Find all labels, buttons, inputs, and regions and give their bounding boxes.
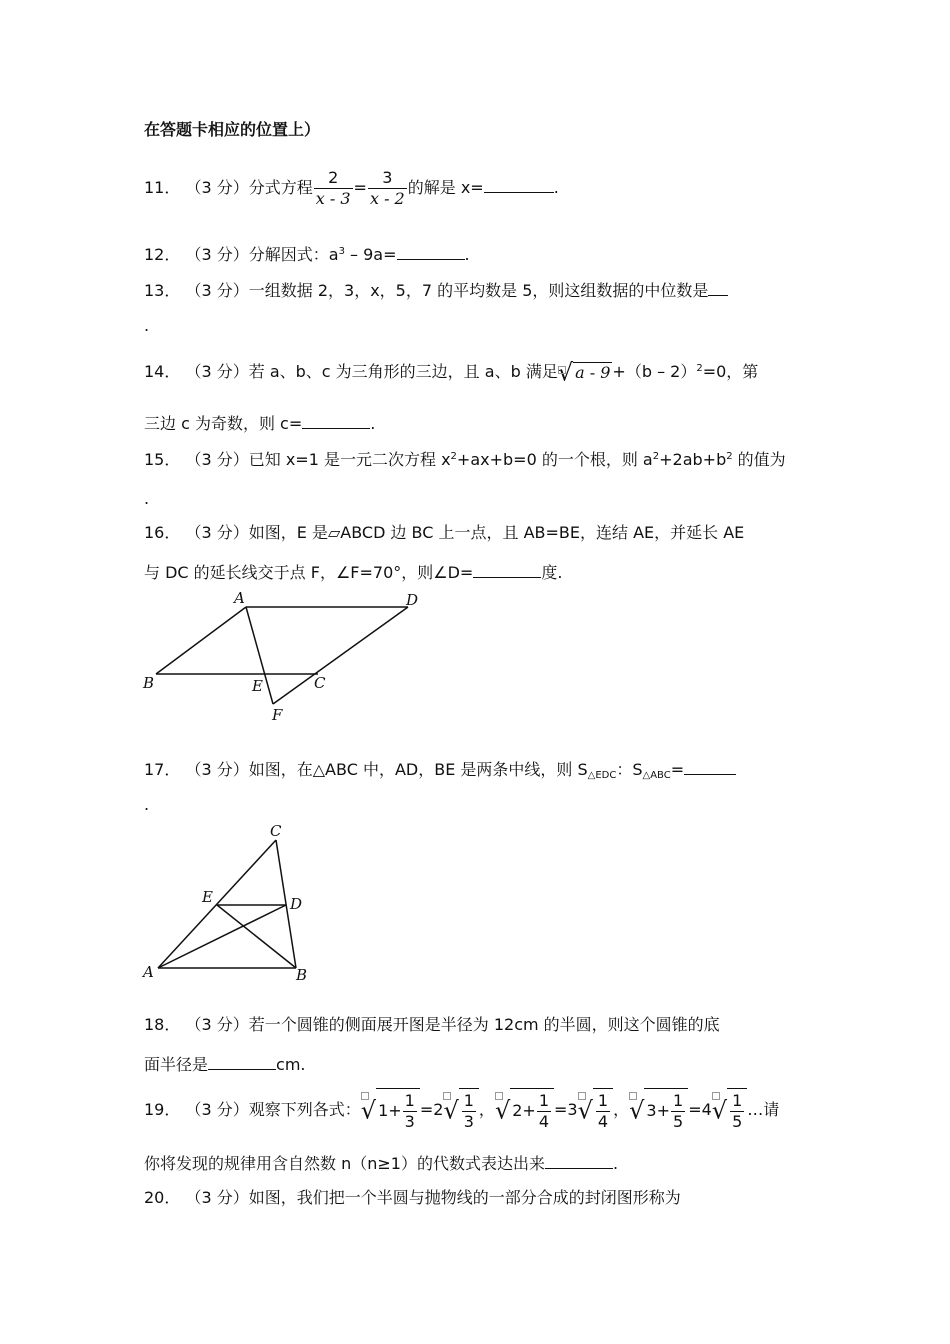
q11-text: 分式方程 [248,178,313,197]
q19-expr2-right: √ $\frac{1}{4}$ [578,1088,613,1133]
q12-answer-blank[interactable] [397,243,465,260]
label-a: A [143,963,154,981]
q19-sep2: ， [613,1100,630,1119]
q14-answer-blank[interactable] [302,412,370,429]
q11-answer-blank[interactable] [484,176,554,193]
edge-ac [158,840,276,968]
edge-df [273,607,408,704]
question-18 [144,1015,720,1035]
label-b: B [296,966,308,984]
q15-number: 15． [144,450,181,469]
q18-line2: 面半径是 [144,1055,209,1074]
q19-expr2-left: √ 2+ $\frac{1}{4}$ [495,1088,554,1133]
q12-end: . [464,245,470,264]
q12-rest: – 9a= [344,245,397,264]
q15-text: 已知 x=1 是一元二次方程 x [248,450,451,469]
q17-triangle-figure [140,820,320,985]
question-19 [144,1088,779,1133]
q19-number: 19． [144,1100,181,1119]
q14-radical: √ a - 9 [557,358,611,387]
q11-number: 11． [144,178,181,197]
q13-end: . [144,316,150,335]
q19-sep1: ， [478,1100,495,1119]
label-d: D [290,895,303,913]
q19-answer-blank[interactable] [545,1152,613,1169]
q11-tail: 的解是 x= [407,178,484,197]
q14-exponent: 2 [696,363,703,374]
q13-number: 13． [144,281,181,300]
q16-line2: 与 DC 的延长线交于点 F，∠F=70°，则∠D= [144,563,474,582]
q17-end: . [144,795,150,814]
q19-expr3-left: √ 3+ $\frac{1}{5}$ [629,1088,688,1133]
q12-exponent: 3 [338,246,345,257]
q15-exp3: 2 [726,451,733,462]
question-19-line2 [144,1152,618,1174]
q11-fraction-1: $\frac{2}{x - 3}$ [315,168,351,208]
q15-end: . [144,489,150,508]
q12-score: （3 分） [185,245,249,264]
q19-expr1-left: √ 1+ $\frac{1}{3}$ [361,1088,420,1133]
q16-score: （3 分） [185,523,249,542]
q19-end: . [612,1154,619,1173]
q14-text: 若 a、b、c 为三角形的三边，且 a、b 满足 [248,362,558,381]
q14-end: . [370,414,376,433]
q15-exp2: 2 [652,451,660,462]
q16-number: 16． [144,523,181,542]
q18-number: 18． [144,1015,181,1034]
q17-answer-blank[interactable] [684,758,736,775]
edge-ab [156,607,246,674]
q17-mid: ：S [616,760,643,779]
question-18-line2 [144,1053,305,1075]
q18-score: （3 分） [185,1015,249,1034]
q19-expr3-coef: =4 [688,1100,712,1119]
q16-parallelogram-figure [140,590,430,725]
q20-number: 20． [144,1188,181,1207]
q11-fraction-2: $\frac{3}{x - 2}$ [369,168,405,208]
median-ad [158,905,286,968]
question-20 [144,1188,681,1208]
q18-end: cm. [276,1055,306,1074]
q17-equals: = [670,760,685,779]
q12-text: 分解因式：a [248,245,339,264]
label-c: C [270,822,282,840]
q19-expr1-right: √ $\frac{1}{3}$ [443,1088,478,1133]
q19-dots: …请 [747,1100,780,1119]
q18-text: 若一个圆锥的侧面展开图是半径为 12cm 的半圆，则这个圆锥的底 [248,1015,720,1034]
median-be [217,905,296,968]
label-e: E [202,888,213,906]
question-14 [144,358,759,387]
question-16 [144,523,744,543]
q16-answer-blank[interactable] [473,561,541,578]
q19-expr3-right: √ $\frac{1}{5}$ [712,1088,747,1133]
q14-score: （3 分） [185,362,249,381]
q15-text4: 的值为 [732,450,786,469]
q12-number: 12． [144,245,181,264]
q17-number: 17． [144,760,181,779]
q11-end: . [553,178,559,197]
q19-expr1-coef: =2 [419,1100,444,1119]
q17-sub2: △ABC [642,770,671,781]
q14-text2: +（b – 2） [612,362,697,381]
q11-equals: = [353,178,367,197]
q16-text: 如图，E 是▱ABCD 边 BC 上一点，且 AB=BE，连结 AE，并延长 AE [248,523,745,542]
q15-score: （3 分） [185,450,249,469]
q19-score: （3 分） [185,1100,249,1119]
section-header: 在答题卡相应的位置上） [144,120,321,139]
q13-answer-blank[interactable] [708,279,728,296]
label-d: D [406,591,419,609]
question-13 [144,279,728,301]
q19-line2: 你将发现的规律用含自然数 n（n≥1）的代数式表达出来 [144,1154,545,1173]
q17-sub1: △EDC [587,770,617,781]
q16-end: 度. [541,563,563,582]
q20-text: 如图，我们把一个半圆与抛物线的一部分合成的封闭图形称为 [248,1188,681,1207]
q19-text: 观察下列各式： [248,1100,361,1119]
question-17 [144,758,736,780]
question-12 [144,243,470,265]
label-a: A [234,590,245,607]
question-15 [144,450,786,470]
label-b: B [143,674,155,692]
question-14-line2 [144,412,375,434]
label-f: F [272,706,283,724]
q14-number: 14． [144,362,181,381]
q11-score: （3 分） [185,178,249,197]
question-16-line2 [144,561,562,583]
q20-score: （3 分） [185,1188,249,1207]
label-c: C [314,674,326,692]
q14-text3: =0，第 [702,362,759,381]
q13-score: （3 分） [185,281,249,300]
q15-exp1: 2 [450,451,457,462]
label-e: E [252,677,263,695]
q15-text3: +2ab+b [659,450,727,469]
q18-answer-blank[interactable] [208,1053,276,1070]
question-11 [144,168,559,209]
q17-score: （3 分） [185,760,249,779]
q17-text: 如图，在△ABC 中，AD，BE 是两条中线，则 S [248,760,588,779]
q15-text2: +ax+b=0 的一个根，则 a [456,450,653,469]
q19-expr2-coef: =3 [554,1100,578,1119]
q14-line2: 三边 c 为奇数，则 c= [144,414,303,433]
q13-text: 一组数据 2，3，x，5，7 的平均数是 5，则这组数据的中位数是 [248,281,709,300]
